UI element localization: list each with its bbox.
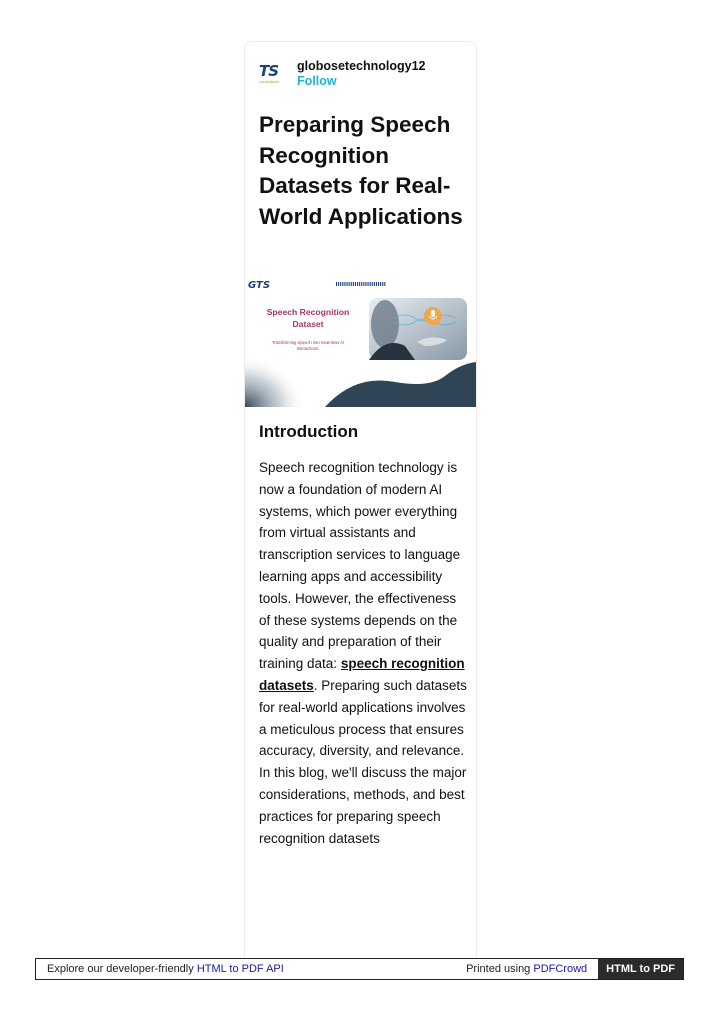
article-card <box>244 41 477 957</box>
hero-tagline-2: Interactions. <box>296 346 320 351</box>
section-heading: Introduction <box>259 422 359 441</box>
body-text-after: . Preparing such datasets for real-world applications involves a meticulous process that ensures accuracy, diversity, and relevance. In this blog, we'll discuss the major considerations, methods, and best practices for preparing speech recognition datasets <box>259 677 467 846</box>
follow-button[interactable]: Follow <box>297 74 337 88</box>
footer-left <box>36 963 284 975</box>
hero-image <box>245 276 476 407</box>
logo-text: TS <box>259 62 279 80</box>
footer-left-text: Explore our developer-friendly <box>47 963 197 975</box>
footer-right-text: Printed using <box>466 963 534 975</box>
hero-brand: GTS <box>248 280 271 291</box>
pdfcrowd-link[interactable]: PDFCrowd <box>533 963 588 975</box>
html-to-pdf-api-link[interactable]: HTML to PDF API <box>196 963 284 975</box>
html-to-pdf-button[interactable]: HTML to PDF <box>598 959 683 979</box>
hero-heading-1: Speech Recognition <box>266 307 350 317</box>
dataset-link[interactable]: speech recognition datasets <box>259 656 465 693</box>
footer-right <box>466 963 587 975</box>
corner-shade <box>245 356 305 407</box>
article-title: Preparing Speech Recognition Datasets for Real-World Applications <box>259 112 463 229</box>
body-text-before: Speech recognition technology is now a foundation of modern AI systems, which power everything from virtual assistants and transcription services to language learning apps and accessibility tools. However, the effectiveness of these systems depends on the quality and preparation of their training data: <box>259 460 461 672</box>
logo-subtext: consultants <box>259 79 280 84</box>
author-header <box>259 59 426 93</box>
author-logo[interactable] <box>259 63 289 93</box>
intro-paragraph <box>259 457 469 849</box>
pdfcrowd-footer <box>35 958 684 980</box>
author-name[interactable]: globosetechnology12 <box>297 59 426 73</box>
hero-heading-2: Dataset <box>292 319 324 329</box>
hero-tagline-1: Transforming Speech into Seamless AI <box>271 340 345 345</box>
